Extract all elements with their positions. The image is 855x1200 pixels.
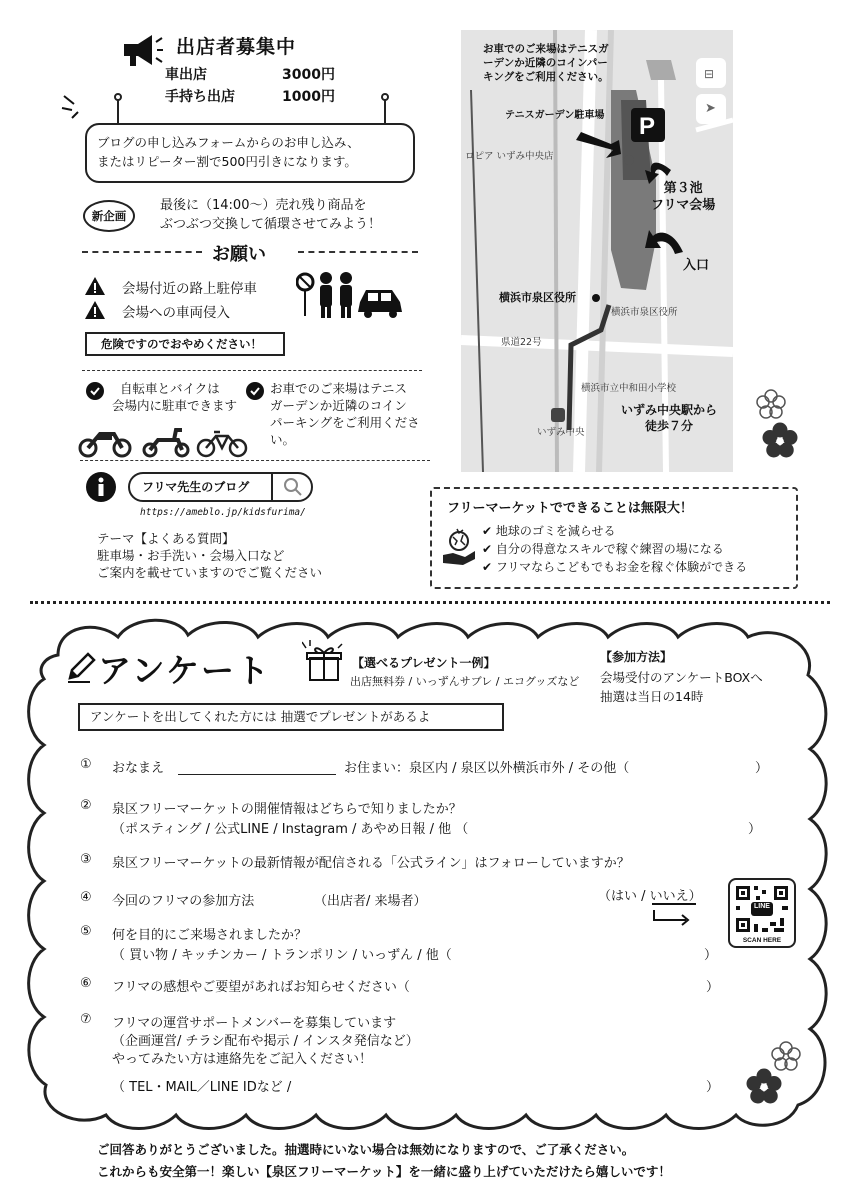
answer-arrow-icon	[646, 900, 706, 928]
join-line2: 抽選は当日の14時	[600, 689, 704, 704]
new-plan-line2: ぶつぶつ交換して循環させてみよう！	[160, 217, 382, 232]
q2-text: 泉区フリーマーケットの開催情報はどちらで知りましたか？	[112, 802, 462, 817]
q7-number: ⑦	[80, 1012, 92, 1027]
location-arrow-icon[interactable]: ➤	[705, 101, 716, 116]
join-line1: 会場受付のアンケートBOXへ	[600, 670, 763, 685]
bikes-illustration	[78, 422, 248, 458]
theme-line2: 駐車場・お手洗い・会場入口など	[97, 548, 285, 563]
present-items: 出店無料券 / いっずんサブレ / エコグッズなど	[350, 675, 580, 688]
q4-options[interactable]: （出店者/ 来場者）	[314, 894, 427, 909]
info-icon	[86, 472, 116, 502]
parking-label: テニスガーデン駐車場	[505, 110, 605, 121]
car-label: 車出店	[165, 67, 207, 83]
bike-parking-text	[112, 380, 237, 414]
q3-answer[interactable]: （はい / いいえ）	[598, 889, 702, 904]
name-input-line[interactable]	[178, 774, 336, 775]
discount-notice	[85, 123, 415, 183]
car-line2: ガーデンか近隣のコイン	[270, 398, 407, 413]
station-label: いずみ中央	[537, 427, 585, 438]
warning-icon	[84, 300, 106, 320]
section-separator	[30, 601, 830, 604]
gift-icon	[302, 640, 348, 682]
q7-contact[interactable]: （ TEL・MAIL／LINE IDなど /	[112, 1080, 292, 1095]
q1-name-label: おなまえ	[112, 761, 165, 776]
infinite-item-3: ✔ フリマならこどもでもお金を稼ぐ体験ができる	[482, 560, 748, 574]
police-car-illustration	[296, 268, 406, 320]
q5-close: ）	[704, 948, 718, 963]
new-plan-badge: 新企画	[83, 200, 135, 232]
q1-number: ①	[80, 757, 92, 772]
bike-line1: 自転車とバイクは	[120, 381, 220, 396]
car-price-row	[165, 64, 335, 84]
flower-icon	[760, 420, 800, 460]
hand-label: 手持ち出店	[165, 89, 235, 105]
parking-icon: P	[639, 113, 656, 140]
venue-label	[651, 180, 715, 214]
ward-office-small-label: 横浜市泉区役所	[611, 307, 678, 318]
blog-url[interactable]: https://ameblo.jp/kidsfurima/	[140, 507, 306, 518]
check-circle-icon	[246, 382, 264, 400]
q2-options[interactable]: （ポスティング / 公式LINE / Instagram / あやめ日報 / 他 （	[112, 822, 469, 837]
walk-line1: いずみ中央駅から	[621, 403, 718, 417]
vendor-title: 出店者募集中	[176, 36, 297, 58]
map-note-line3: キングをご利用ください。	[483, 71, 609, 83]
blog-theme	[97, 530, 322, 581]
search-icon[interactable]	[271, 472, 311, 502]
map-car-note	[483, 42, 609, 84]
theme-line3: ご案内を載せていますのでご覧ください	[97, 565, 323, 580]
car-icon[interactable]: ⊟	[704, 67, 715, 81]
notice-line2: またはリピーター割で500円引きになります。	[97, 154, 357, 169]
road-label: 県道22号	[501, 337, 542, 348]
line-qr-code[interactable]	[728, 878, 796, 948]
blog-label: フリマ先生のブログ	[142, 480, 250, 494]
footer-line2: これからも安全第一！楽しい【泉区フリーマーケット】を一緒に盛り上げていただけたら嬉しいです！	[97, 1164, 671, 1179]
infinite-item-1: ✔ 地球のゴミを減らせる	[482, 524, 616, 538]
flower-icon	[755, 388, 787, 420]
qr-caption: SCAN HERE	[742, 937, 782, 944]
walk-time-label	[621, 402, 717, 434]
venue-line1: 第３池	[663, 181, 703, 196]
ward-office-label: 横浜市泉区役所	[499, 291, 576, 304]
q3-text: 泉区フリーマーケットの最新情報が配信される「公式ライン」はフォローしていますか？	[112, 856, 630, 871]
q1-address[interactable]: お住まい：泉区内 / 泉区以外横浜市外 / その他（	[344, 761, 630, 776]
bike-line2: 会場内に駐車できます	[112, 398, 238, 413]
lottery-notice: アンケートを出してくれた方には 抽選でプレゼントがあるよ	[78, 703, 504, 731]
infinite-item-2: ✔ 自分の得意なスキルで稼ぐ練習の場になる	[482, 542, 724, 556]
flower-icon	[744, 1066, 784, 1106]
request-heading: お願い	[212, 244, 266, 265]
infinite-title: フリーマーケットでできることは無限大！	[447, 501, 693, 516]
q1-close: ）	[755, 761, 769, 776]
divider-left	[82, 251, 202, 253]
q4-text: 今回のフリマの参加方法	[112, 894, 255, 909]
school-label: 横浜市立中和田小学校	[581, 383, 677, 394]
hand-price: 1000円	[282, 89, 335, 105]
q5-options[interactable]: （ 買い物 / キッチンカー / トランポリン / いっずん / 他（	[112, 948, 452, 963]
map-note-line1: お車でのご来場はテニスガ	[483, 43, 609, 55]
section-divider	[82, 370, 422, 371]
join-label: 【参加方法】	[600, 650, 673, 664]
q7-line2: （企画運営/ チラシ配布や掲示 / インスタ発信など）	[112, 1034, 419, 1049]
q2-close: ）	[748, 822, 762, 837]
q5-number: ⑤	[80, 924, 92, 939]
q6-number: ⑥	[80, 976, 92, 991]
venue-line2: フリマ会場	[651, 198, 716, 213]
new-plan-line1: 最後に（14:00〜）売れ残り商品を	[160, 198, 367, 213]
sparkle-lines-icon	[60, 92, 96, 122]
q3-number: ③	[80, 852, 92, 867]
check-circle-icon	[86, 382, 104, 400]
map-note-line2: ーデンか近隣のコインパー	[483, 57, 608, 69]
q7-close: ）	[706, 1080, 720, 1095]
footer-line1: ご回答ありがとうございました。抽選時にいない場合は無効になりますので、ご了承ください。	[97, 1142, 635, 1157]
q7-text: フリマの運営サポートメンバーを募集しています	[112, 1016, 397, 1031]
q7-line3: やってみたい方は連絡先をご記入ください！	[112, 1052, 373, 1067]
warning-icon	[84, 276, 106, 296]
blog-search-box[interactable]	[128, 472, 313, 502]
q2-number: ②	[80, 798, 92, 813]
q5-text: 何を目的にご来場されましたか？	[112, 928, 308, 943]
qr-center-label: LINE	[754, 903, 770, 910]
present-label: 【選べるプレゼント一例】	[352, 656, 496, 670]
q6-text[interactable]: フリマの感想やご要望があればお知らせください（	[112, 980, 410, 995]
megaphone-icon	[118, 30, 164, 70]
theme-line1: テーマ【よくある質問】	[97, 531, 235, 546]
warning-vehicle: 会場への車両侵入	[122, 305, 230, 321]
danger-notice: 危険ですのでおやめください！	[85, 332, 285, 356]
new-plan-text	[160, 196, 430, 234]
shop-label: ロピア いずみ中央店	[465, 151, 554, 162]
join-text	[600, 668, 763, 706]
warning-parking: 会場付近の路上駐停車	[122, 281, 257, 297]
divider-right	[298, 251, 418, 253]
earth-hand-icon	[441, 527, 477, 567]
survey-title: アンケート	[98, 651, 272, 690]
walk-line2: 徒歩７分	[645, 419, 694, 433]
car-parking-text	[270, 380, 420, 448]
section-divider	[80, 460, 430, 461]
car-line1: お車でのご来場はテニス	[270, 381, 408, 396]
q4-number: ④	[80, 890, 92, 905]
q6-close: ）	[706, 980, 720, 995]
car-line3: パーキングをご利用くださ	[270, 415, 420, 430]
pencil-icon	[64, 650, 98, 684]
car-line4: い。	[270, 432, 296, 447]
notice-line1: ブログの申し込みフォームからのお申し込み、	[97, 135, 360, 150]
entrance-label: 入口	[683, 258, 710, 273]
hand-price-row	[165, 86, 335, 106]
venue-map[interactable]	[461, 30, 733, 472]
car-price: 3000円	[282, 67, 335, 83]
